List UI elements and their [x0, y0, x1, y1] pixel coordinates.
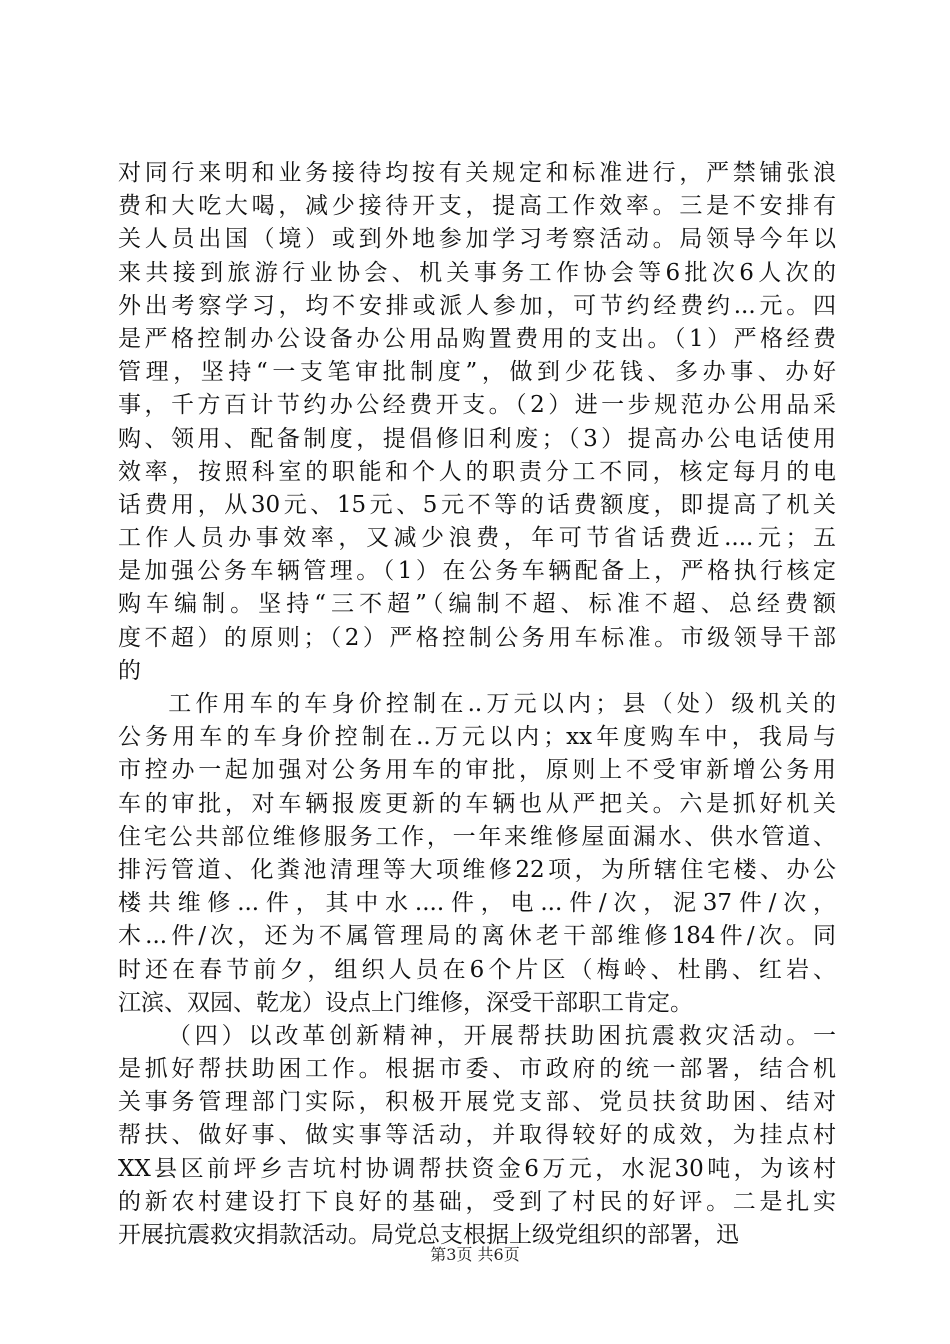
text-line: 开展抗震救灾捐款活动。局党总支根据上级党组织的部署，迅	[118, 1222, 739, 1248]
text-line: 度不超）的原则；（2）严格控制公务用车标准。市级领导干部	[118, 624, 836, 651]
text-line: 费和大吃大喝，减少接待开支，提高工作效率。三是不安排有	[118, 193, 836, 220]
text-line: 工作用车的车身价控制在..万元以内；县（处）级机关的	[164, 691, 836, 717]
page-footer: 第3页 共6页	[430, 1245, 520, 1264]
text-line: 排污管道、化粪池清理等大项维修22项，为所辖住宅楼、办公	[118, 856, 836, 883]
text-line: 对同行来明和业务接待均按有关规定和标准进行，严禁铺张浪	[118, 160, 836, 186]
text-line: 的新农村建设打下良好的基础，受到了村民的好评。二是扎实	[118, 1188, 836, 1215]
text-line: 楼共维修...件，其中水....件，电...件/次，泥37件/次，	[118, 890, 836, 917]
text-line: 是抓好帮扶助困工作。根据市委、市政府的统一部署，结合机	[118, 1056, 836, 1083]
text-line: 外出考察学习，均不安排或派人参加，可节约经费约...元。四	[118, 292, 836, 319]
text-line: 住宅公共部位维修服务工作，一年来维修屋面漏水、供水管道、	[118, 823, 836, 850]
text-line: 是加强公务车辆管理。（1）在公务车辆配备上，严格执行核定	[118, 558, 836, 585]
text-line: 江滨、双园、乾龙）设点上门维修，深受干部职工肯定。	[118, 989, 693, 1016]
text-line: 工作人员办事效率，又减少浪费，年可节省话费近....元；五	[118, 525, 836, 552]
text-line: 购车编制。坚持“三不超”（编制不超、标准不超、总经费额	[118, 591, 836, 618]
text-line: 是严格控制办公设备办公用品购置费用的支出。（1）严格经费	[118, 325, 836, 352]
text-line: 购、领用、配备制度，提倡修旧利废；（3）提高办公电话使用	[118, 425, 836, 452]
body-text	[118, 157, 836, 1252]
text-line: 的	[118, 657, 141, 684]
text-line: （四）以改革创新精神，开展帮扶助困抗震救灾活动。一	[164, 1022, 836, 1049]
text-line: 车的审批，对车辆报废更新的车辆也从严把关。六是抓好机关	[118, 790, 836, 817]
text-line: 来共接到旅游行业协会、机关事务工作协会等6批次6人次的	[118, 259, 836, 286]
text-line: 帮扶、做好事、做实事等活动，并取得较好的成效，为挂点村	[118, 1122, 836, 1149]
text-line: 效率，按照科室的职能和个人的职责分工不同，核定每月的电	[118, 458, 836, 485]
text-line: 公务用车的车身价控制在..万元以内；xx年度购车中，我局与	[118, 724, 836, 751]
text-line: 关事务管理部门实际，积极开展党支部、党员扶贫助困、结对	[118, 1089, 836, 1116]
text-line: 市控办一起加强对公务用车的审批，原则上不受审新增公务用	[118, 757, 836, 784]
text-line: 木...件/次，还为不属管理局的离休老干部维修184件/次。同	[118, 923, 836, 950]
text-line: 话费用，从30元、15元、5元不等的话费额度，即提高了机关	[118, 491, 836, 518]
text-line: XX县区前坪乡吉坑村协调帮扶资金6万元，水泥30吨，为该村	[118, 1155, 836, 1182]
text-line: 事，千方百计节约办公经费开支。（2）进一步规范办公用品采	[118, 392, 836, 419]
text-line: 时还在春节前夕，组织人员在6个片区（梅岭、杜鹃、红岩、	[118, 956, 836, 983]
text-line: 关人员出国（境）或到外地参加学习考察活动。局领导今年以	[118, 226, 836, 253]
text-line: 管理，坚持“一支笔审批制度”，做到少花钱、多办事、办好	[118, 359, 836, 386]
